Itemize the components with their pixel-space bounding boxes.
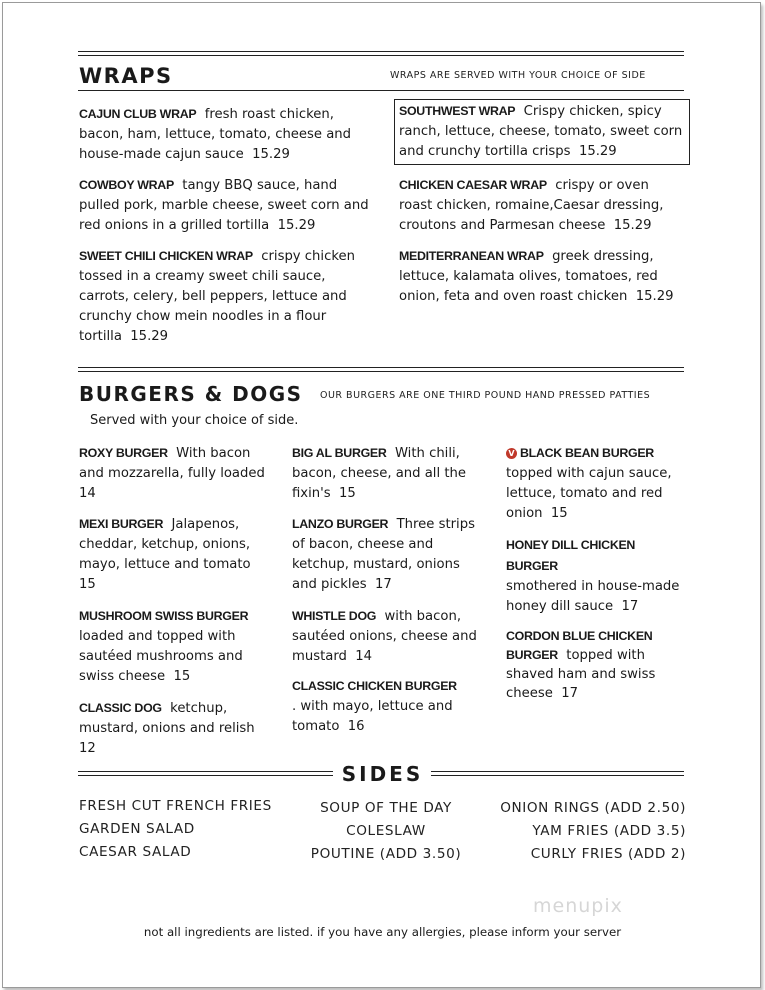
item-desc: Jalapenos, cheddar, ketchup, onions, mayo, lettuce and tomato bbox=[79, 517, 251, 572]
item-desc: crispy or oven roast chicken, romaine,Caesar dressing, croutons and Parmesan cheese bbox=[399, 178, 664, 233]
wraps-note: WRAPS ARE SERVED WITH YOUR CHOICE OF SIDE bbox=[390, 70, 646, 81]
menu-item-roxy-burger bbox=[79, 443, 274, 504]
item-name: COWBOY WRAP bbox=[79, 178, 174, 192]
menu-item-chicken-caesar-wrap bbox=[399, 175, 684, 236]
sides-title: SIDES bbox=[341, 762, 424, 786]
burgers-subtitle: Served with your choice of side. bbox=[90, 413, 299, 428]
item-price: 15 bbox=[550, 506, 568, 521]
item-desc: With bacon and mozzarella, fully loaded bbox=[79, 446, 265, 481]
menu-item-cowboy-wrap bbox=[79, 175, 369, 236]
item-name: MEDITERRANEAN WRAP bbox=[399, 249, 544, 263]
item-price: 17 bbox=[621, 599, 639, 614]
sides-rule-left-2 bbox=[78, 775, 333, 776]
item-price: 16 bbox=[347, 719, 365, 734]
item-price: 17 bbox=[561, 686, 578, 701]
item-name: HONEY DILL CHICKEN BURGER bbox=[506, 538, 636, 573]
menupix-watermark: menupix bbox=[533, 895, 623, 917]
item-desc: topped with shaved ham and swiss cheese bbox=[506, 648, 656, 701]
menu-item-lanzo-burger bbox=[292, 514, 482, 595]
sides-rule-left-1 bbox=[78, 771, 333, 772]
burgers-top-rule-1 bbox=[78, 367, 684, 368]
item-desc: With chili, bacon, cheese, and all the fixin's bbox=[292, 446, 466, 501]
side-item: CAESAR SALAD bbox=[79, 844, 192, 860]
item-price: 15.29 bbox=[578, 144, 617, 159]
item-price: 15.29 bbox=[277, 218, 316, 233]
menu-item-mushroom-swiss-burger bbox=[79, 606, 274, 687]
burgers-note: OUR BURGERS ARE ONE THIRD POUND HAND PRESSED PATTIES bbox=[320, 390, 651, 401]
menu-item-mexi-burger bbox=[79, 514, 274, 595]
item-name: SOUTHWEST WRAP bbox=[399, 104, 516, 118]
sides-rule-right-1 bbox=[431, 771, 684, 772]
wraps-title: WRAPS bbox=[79, 64, 173, 88]
sides-rule-right-2 bbox=[431, 775, 684, 776]
item-name: SWEET CHILI CHICKEN WRAP bbox=[79, 249, 253, 263]
side-item: CURLY FRIES (ADD 2) bbox=[530, 846, 686, 862]
item-desc: fresh roast chicken, bacon, ham, lettuce, tomato, cheese and house-made cajun sauce bbox=[79, 107, 352, 162]
item-desc: greek dressing, lettuce, kalamata olives, tomatoes, red onion, feta and oven roast chicken bbox=[399, 249, 658, 304]
menu-item-southwest-wrap bbox=[394, 99, 690, 165]
top-rule-1 bbox=[78, 51, 684, 52]
item-name: BIG AL BURGER bbox=[292, 446, 387, 460]
item-name: ROXY BURGER bbox=[79, 446, 168, 460]
item-desc: ketchup, mustard, onions and relish bbox=[79, 701, 255, 736]
sides-column-3 bbox=[500, 797, 686, 866]
burgers-title: BURGERS & DOGS bbox=[79, 382, 303, 406]
item-name: CHICKEN CAESAR WRAP bbox=[399, 178, 547, 192]
sides-column-2 bbox=[296, 797, 476, 866]
item-desc: tangy BBQ sauce, hand pulled pork, marble cheese, sweet corn and red onions in a grilled tortilla bbox=[79, 178, 369, 233]
item-name: CAJUN CLUB WRAP bbox=[79, 107, 197, 121]
side-item: POUTINE (ADD 3.50) bbox=[310, 846, 462, 862]
item-desc: crispy chicken tossed in a creamy sweet chili sauce, carrots, celery, bell peppers, lettuce and crunchy chow mein noodles in a flour tortilla bbox=[79, 249, 355, 344]
menu-item-black-bean-burger bbox=[506, 443, 686, 524]
item-price: 15 bbox=[173, 669, 191, 684]
item-price: 15.29 bbox=[613, 218, 652, 233]
menu-item-classic-dog bbox=[79, 698, 274, 759]
item-desc: Three strips of bacon, cheese and ketchup, mustard, onions and pickles bbox=[292, 517, 475, 592]
item-price: 12 bbox=[79, 741, 96, 756]
item-name: CLASSIC CHICKEN BURGER bbox=[292, 679, 457, 693]
item-name: MUSHROOM SWISS BURGER bbox=[79, 609, 249, 623]
item-name: WHISTLE DOG bbox=[292, 609, 377, 623]
menu-item-big-al-burger bbox=[292, 443, 482, 504]
item-name: MEXI BURGER bbox=[79, 517, 164, 531]
menu-item-cordon-blue-chicken-burger bbox=[506, 627, 686, 703]
item-name: BLACK BEAN BURGER bbox=[520, 446, 654, 460]
side-item: COLESLAW bbox=[346, 823, 426, 839]
menu-item-whistle-dog bbox=[292, 606, 482, 667]
menu-item-classic-chicken-burger bbox=[292, 676, 482, 737]
item-name: LANZO BURGER bbox=[292, 517, 389, 531]
item-price: 17 bbox=[374, 577, 392, 592]
item-name: CLASSIC DOG bbox=[79, 701, 162, 715]
side-item: SOUP OF THE DAY bbox=[320, 800, 452, 816]
menu-item-sweet-chili-chicken-wrap bbox=[79, 246, 369, 347]
side-item: FRESH CUT FRENCH FRIES bbox=[79, 798, 272, 814]
item-price: 15.29 bbox=[252, 147, 290, 162]
item-price: 15 bbox=[79, 577, 96, 592]
side-item: YAM FRIES (ADD 3.5) bbox=[532, 823, 686, 839]
vegetarian-icon: V bbox=[506, 448, 517, 459]
side-item: GARDEN SALAD bbox=[79, 821, 195, 837]
item-price: 15.29 bbox=[635, 289, 674, 304]
item-price: 14 bbox=[79, 486, 96, 501]
allergy-footer: not all ingredients are listed. if you have any allergies, please inform your server bbox=[143, 925, 622, 939]
wraps-rule bbox=[78, 90, 684, 91]
item-price: 15 bbox=[339, 486, 356, 501]
item-desc: Crispy chicken, spicy ranch, lettuce, cheese, tomato, sweet corn and crunchy tortilla crisps bbox=[399, 104, 683, 159]
menu-item-honey-dill-chicken-burger bbox=[506, 535, 686, 617]
side-item: ONION RINGS (ADD 2.50) bbox=[500, 800, 686, 816]
sides-column-1 bbox=[79, 795, 272, 864]
item-price: 14 bbox=[355, 649, 373, 664]
item-desc: smothered in house-made honey dill sauce bbox=[506, 579, 680, 614]
item-desc: with bacon, sautéed onions, cheese and mustard bbox=[292, 609, 477, 664]
menu-item-cajun-club-wrap bbox=[79, 104, 369, 165]
item-desc: topped with cajun sauce, lettuce, tomato and red onion bbox=[506, 466, 672, 521]
item-price: 15.29 bbox=[130, 329, 169, 344]
item-name: CORDON BLUE CHICKEN BURGER bbox=[506, 629, 653, 662]
item-desc: loaded and topped with sautéed mushrooms and swiss cheese bbox=[79, 629, 243, 684]
burgers-top-rule-2 bbox=[78, 371, 684, 372]
menu-item-mediterranean-wrap bbox=[399, 246, 684, 307]
top-rule-2 bbox=[78, 55, 684, 56]
item-desc: . with mayo, lettuce and tomato bbox=[292, 699, 453, 734]
